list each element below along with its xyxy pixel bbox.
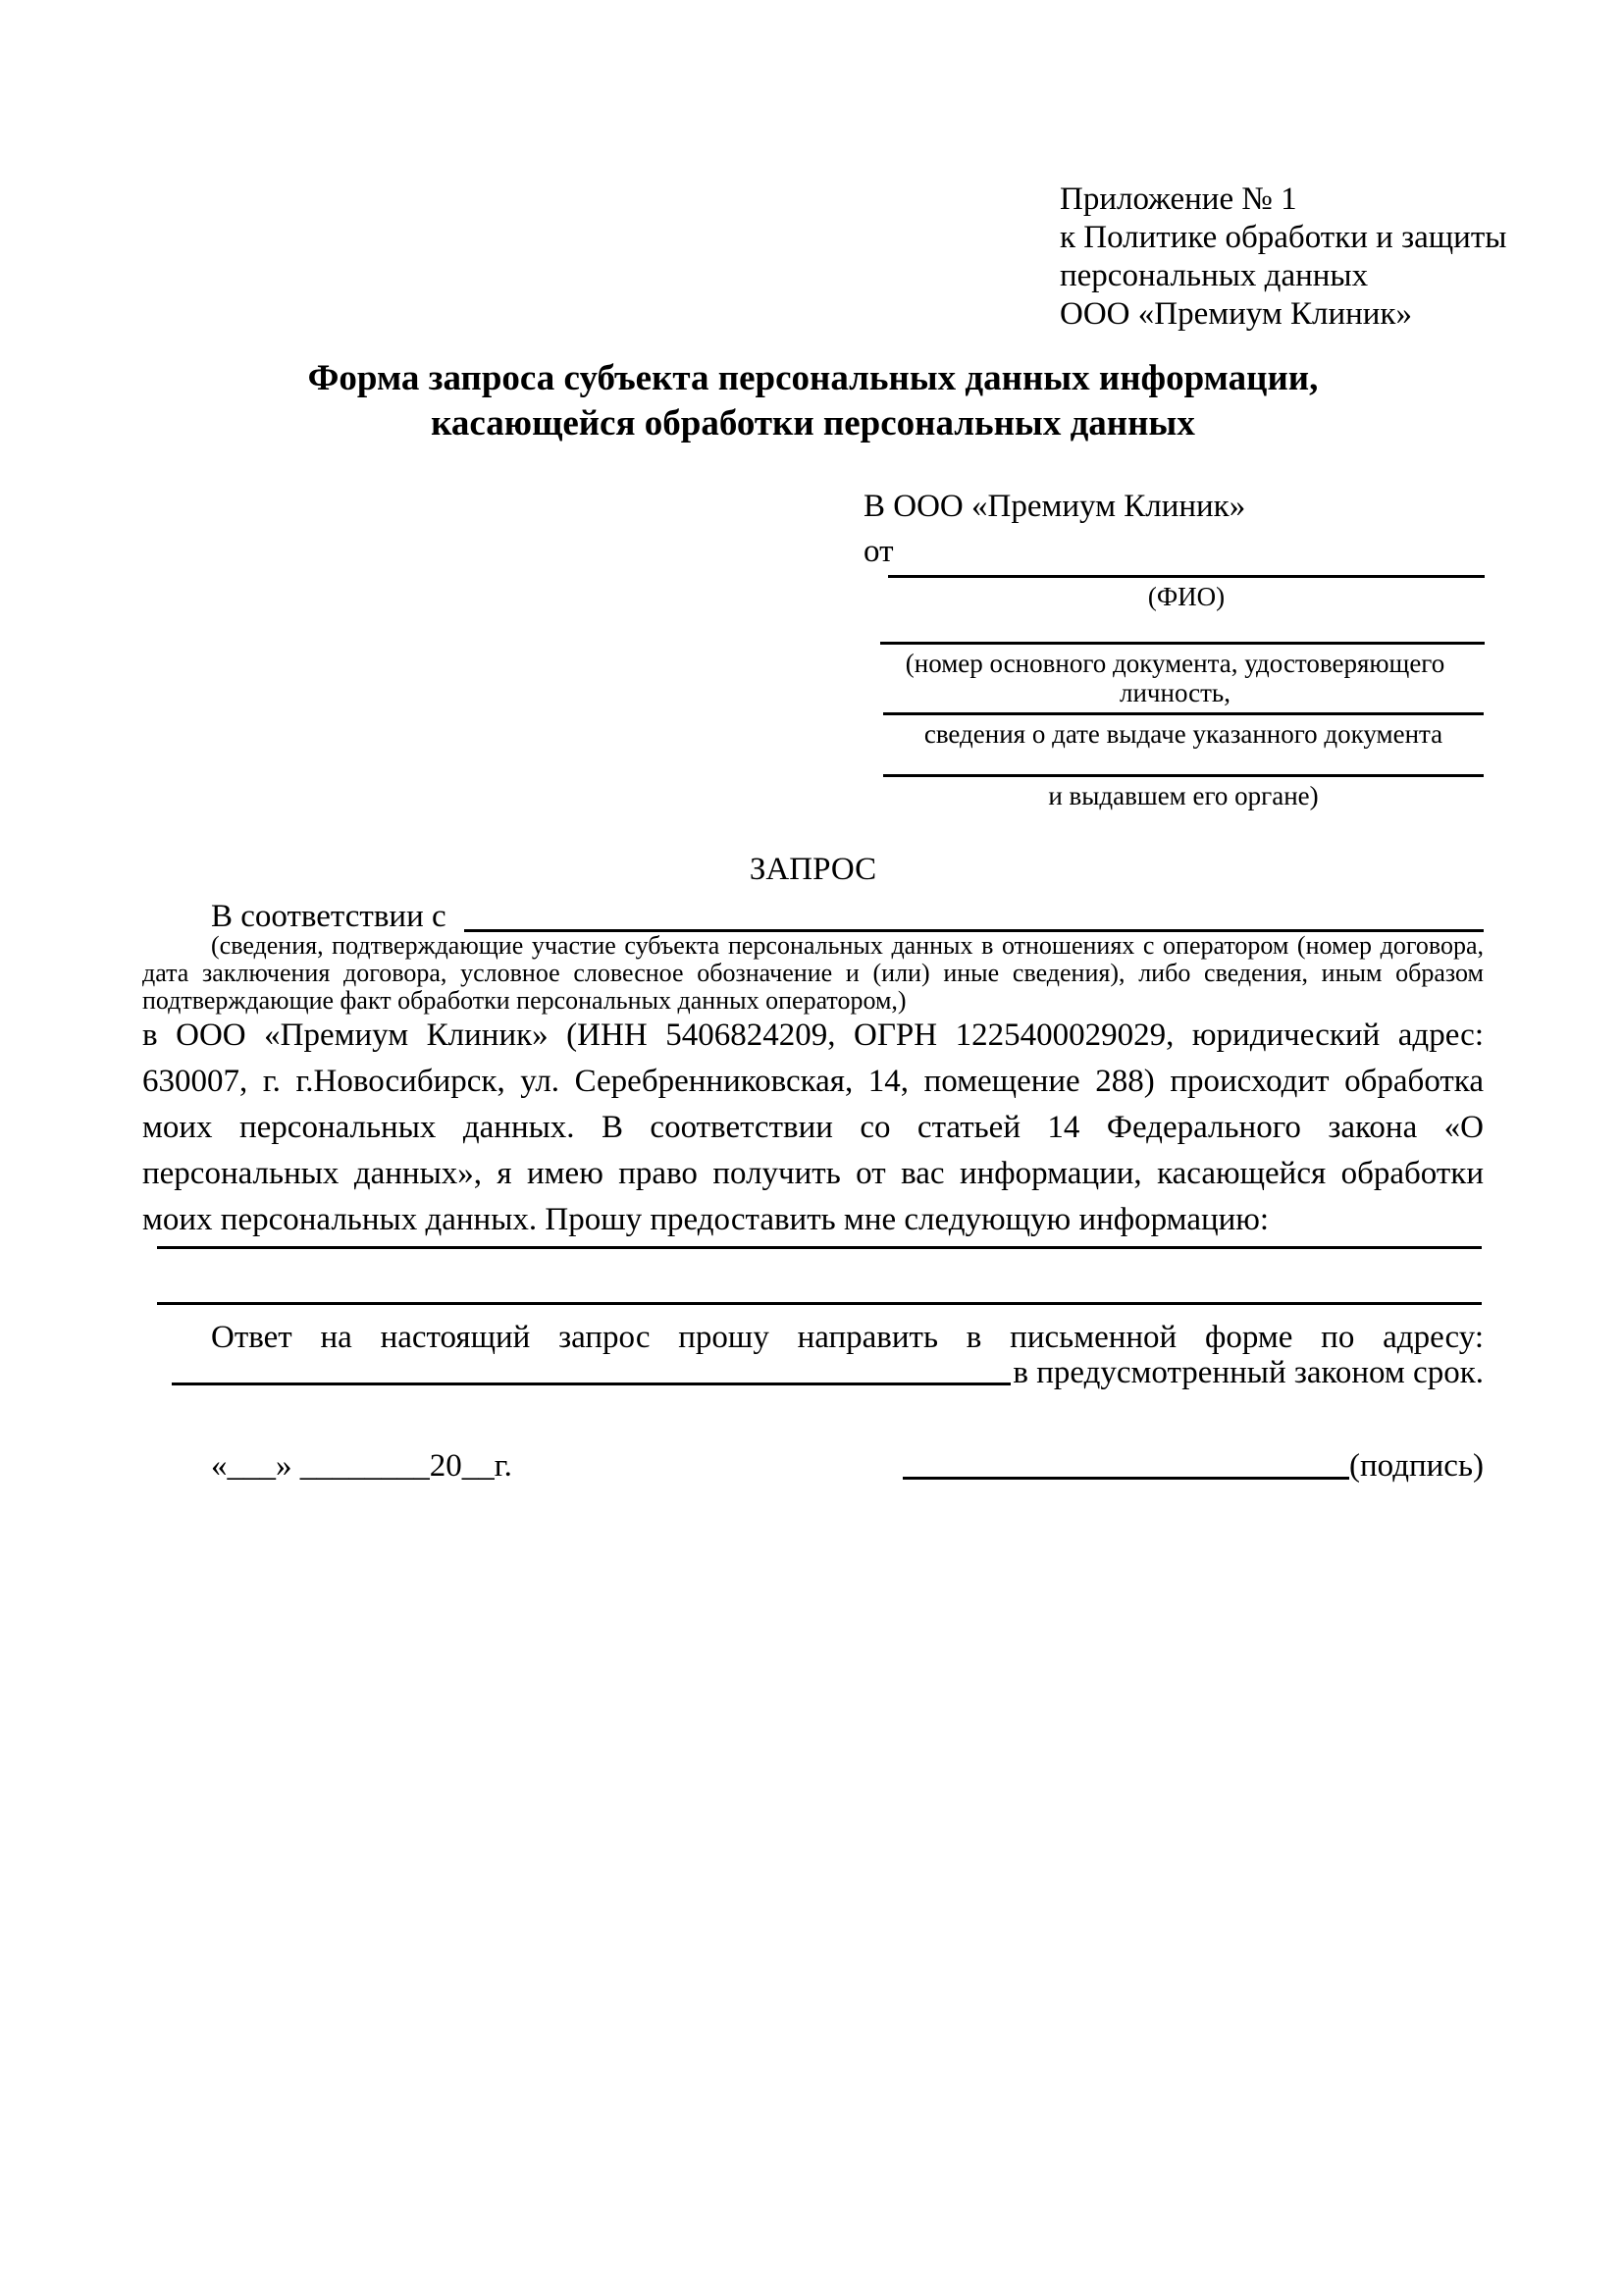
document-title [142,356,1484,446]
fio-field-caption: (ФИО) [1147,582,1226,611]
appendix-header-line: персональных данных [1060,258,1369,293]
issue-date-field-caption: сведения о дате выдаче указанного документа [923,719,1443,749]
document-number-field-caption: (номер основного документа, удостоверяющего личность, [905,649,1445,707]
addressee-from-label: от [864,534,894,569]
reply-address-line [142,1352,1484,1393]
date-placeholder: «___» ________20__г. [211,1448,512,1484]
issuing-authority-field-caption: и выдавшем его органе) [1048,781,1319,810]
document-title-line1: Форма запроса субъекта персональных данных информации, [307,358,1319,398]
signature-group [903,1445,1484,1487]
appendix-header-line: к Политике обработки и защиты [1060,220,1507,255]
fio-field-rule [888,575,1485,578]
addressee-organization: В ООО «Премиум Клиник» [864,489,1246,524]
reply-sentence: Ответ на настоящий запрос прошу направить в письменной форме по адресу: [211,1320,1484,1355]
request-heading: ЗАПРОС [749,852,877,887]
signature-field-rule [903,1477,1349,1480]
information-field-rule-1 [157,1246,1482,1249]
body-paragraph: в ООО «Премиум Клиник» (ИНН 5406824209, ОГРН 1225400029029, юридический адрес: 630007, г. г.Новосибирск, ул. Серебренниковская, 14, помещение 288) происходит обработка моих персональных данных. В соответствии со статьей 14 Федерального закона «О персональных данных», я имею право получить от вас информации, касающейся обработки моих персональных данных. Прошу предоставить мне следующую информацию: [142,1018,1484,1237]
appendix-header-line: ООО «Премиум Клиник» [1060,296,1412,332]
appendix-header [1060,181,1506,334]
issuing-authority-field-rule [883,774,1484,777]
intro-note: (сведения, подтверждающие участие субъекта персональных данных в отношениях с оператором (номер договора, дата заключения договора, условное словесное обозначение и (или) иные сведения), либо сведения, иным образом подтверждающие факт обработки персональных данных оператором,) [142,931,1484,1015]
issue-date-field-rule [883,712,1484,715]
signature-caption: (подпись) [1349,1448,1484,1484]
information-field-rule-2 [157,1302,1482,1305]
document-number-field-rule [880,642,1485,645]
address-field-rule [172,1383,1011,1385]
intro-prefix: В соответствии с [211,899,454,934]
appendix-header-line: Приложение № 1 [1060,182,1297,217]
footer-row [142,1445,1484,1487]
reply-suffix: в предусмотренный законом срок. [1013,1355,1484,1390]
document-title-line2: касающейся обработки персональных данных [431,403,1195,444]
